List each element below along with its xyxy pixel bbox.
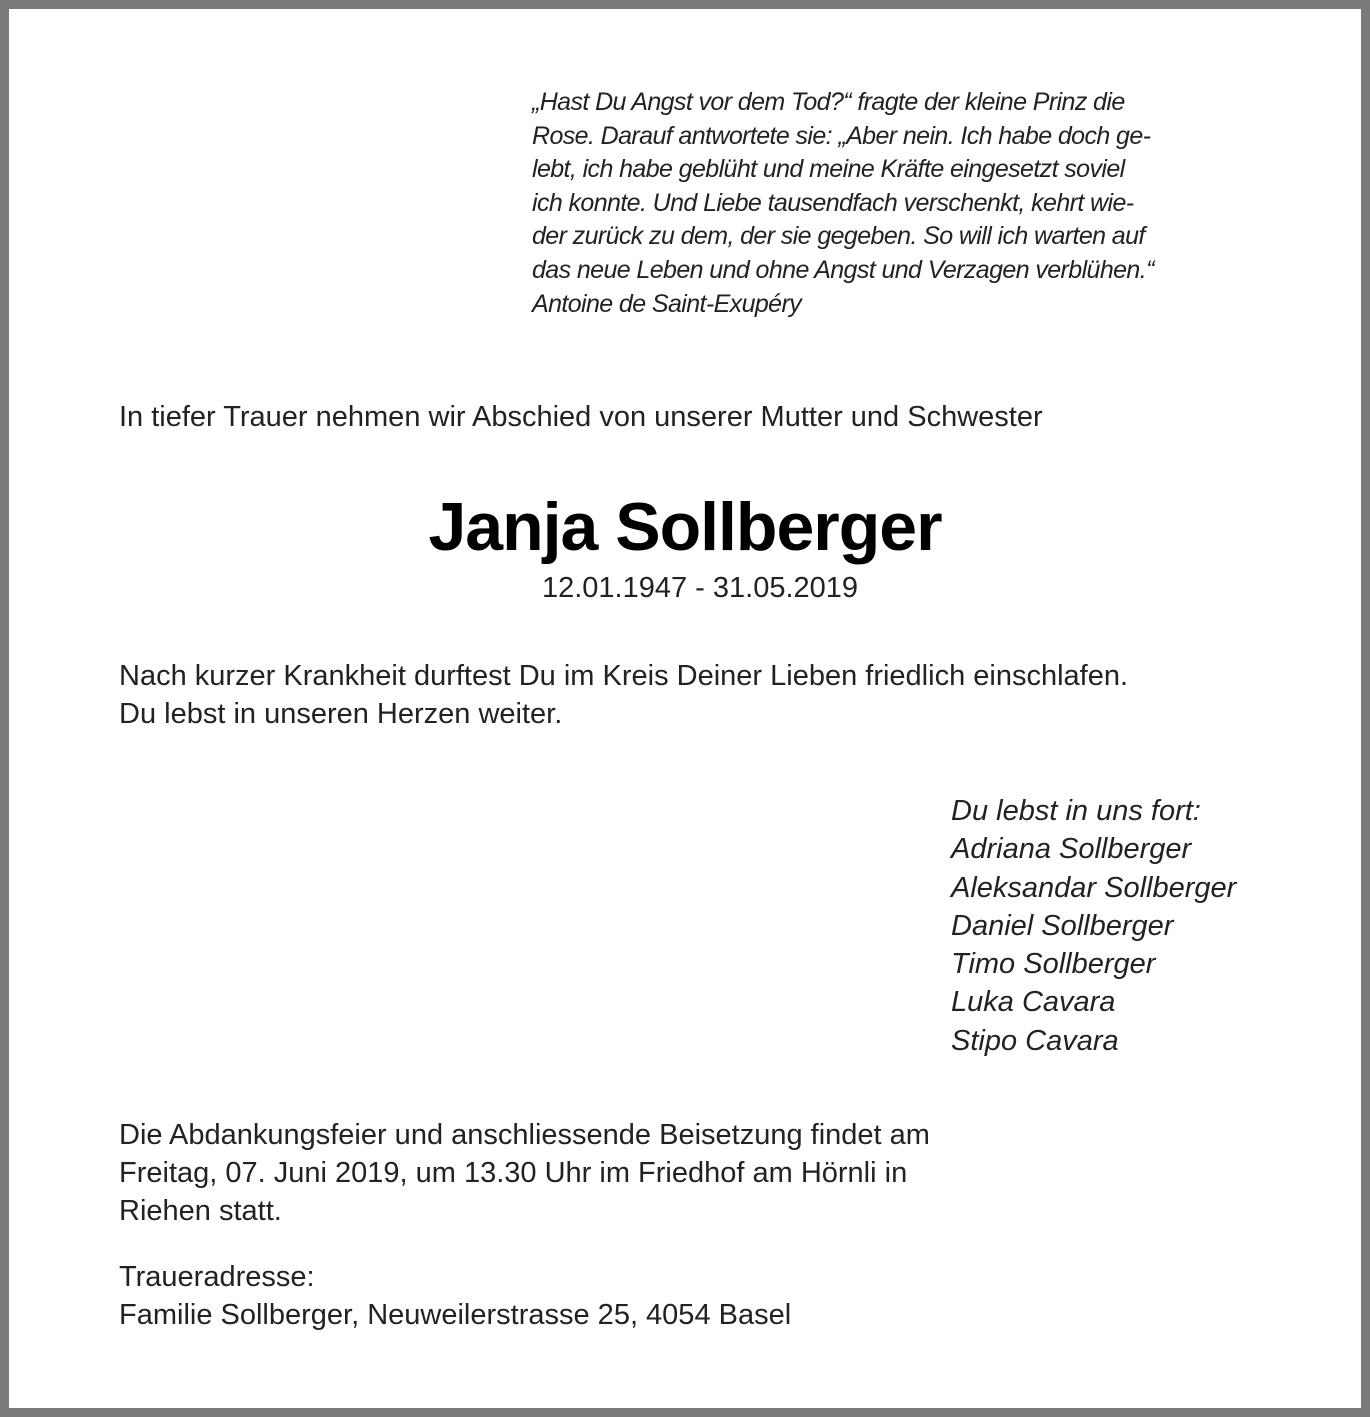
ceremony-line: Die Abdankungsfeier und anschliessende Beisetzung findet am [119,1119,930,1151]
signer-name: Daniel Sollberger [951,909,1174,942]
address-block [119,1258,791,1334]
signer-name: Aleksandar Sollberger [951,871,1237,904]
quote-line: lebt, ich habe geblüht und meine Kräfte eingesetzt soviel [532,155,1125,184]
quote-line: Rose. Darauf antwortete sie: „Aber nein. Ich habe doch ge- [532,121,1151,150]
signer-name: Adriana Sollberger [951,833,1192,866]
quote-block [532,86,1154,321]
quote-line: das neue Leben und ohne Angst und Verzagen verblühen.“ [532,255,1154,284]
ceremony-block [119,1116,930,1230]
quote-line: „Hast Du Angst vor dem Tod?“ fragte der kleine Prinz die [532,88,1125,116]
deceased-name: Janja Sollberger [428,489,942,565]
ceremony-line: Riehen statt. [119,1195,282,1227]
quote-line: der zurück zu dem, der sie gegeben. So will ich warten auf [532,222,1145,251]
intro-text: In tiefer Trauer nehmen wir Abschied von unserer Mutter und Schwester [119,401,1043,433]
life-dates: 12.01.1947 - 31.05.2019 [541,572,859,604]
address-value: Familie Sollberger, Neuweilerstrasse 25, 4054 Basel [119,1299,792,1331]
address-label: Traueradresse: [119,1261,315,1293]
ceremony-line: Freitag, 07. Juni 2019, um 13.30 Uhr im Friedhof am Hörnli in [119,1157,908,1189]
quote-author: Antoine de Saint-Exupéry [532,289,802,318]
quote-line: ich konnte. Und Liebe tausendfach verschenkt, kehrt wie- [532,188,1134,217]
signers-block [951,792,1236,1060]
signer-name: Stipo Cavara [951,1024,1119,1057]
message-block [119,657,1128,733]
signer-name: Luka Cavara [951,986,1116,1019]
signer-name: Timo Sollberger [951,948,1156,981]
signers-heading: Du lebst in uns fort: [951,795,1201,827]
message-line: Nach kurzer Krankheit durftest Du im Kreis Deiner Lieben friedlich einschlafen. [119,660,1129,692]
message-line: Du lebst in unseren Herzen weiter. [119,698,563,730]
